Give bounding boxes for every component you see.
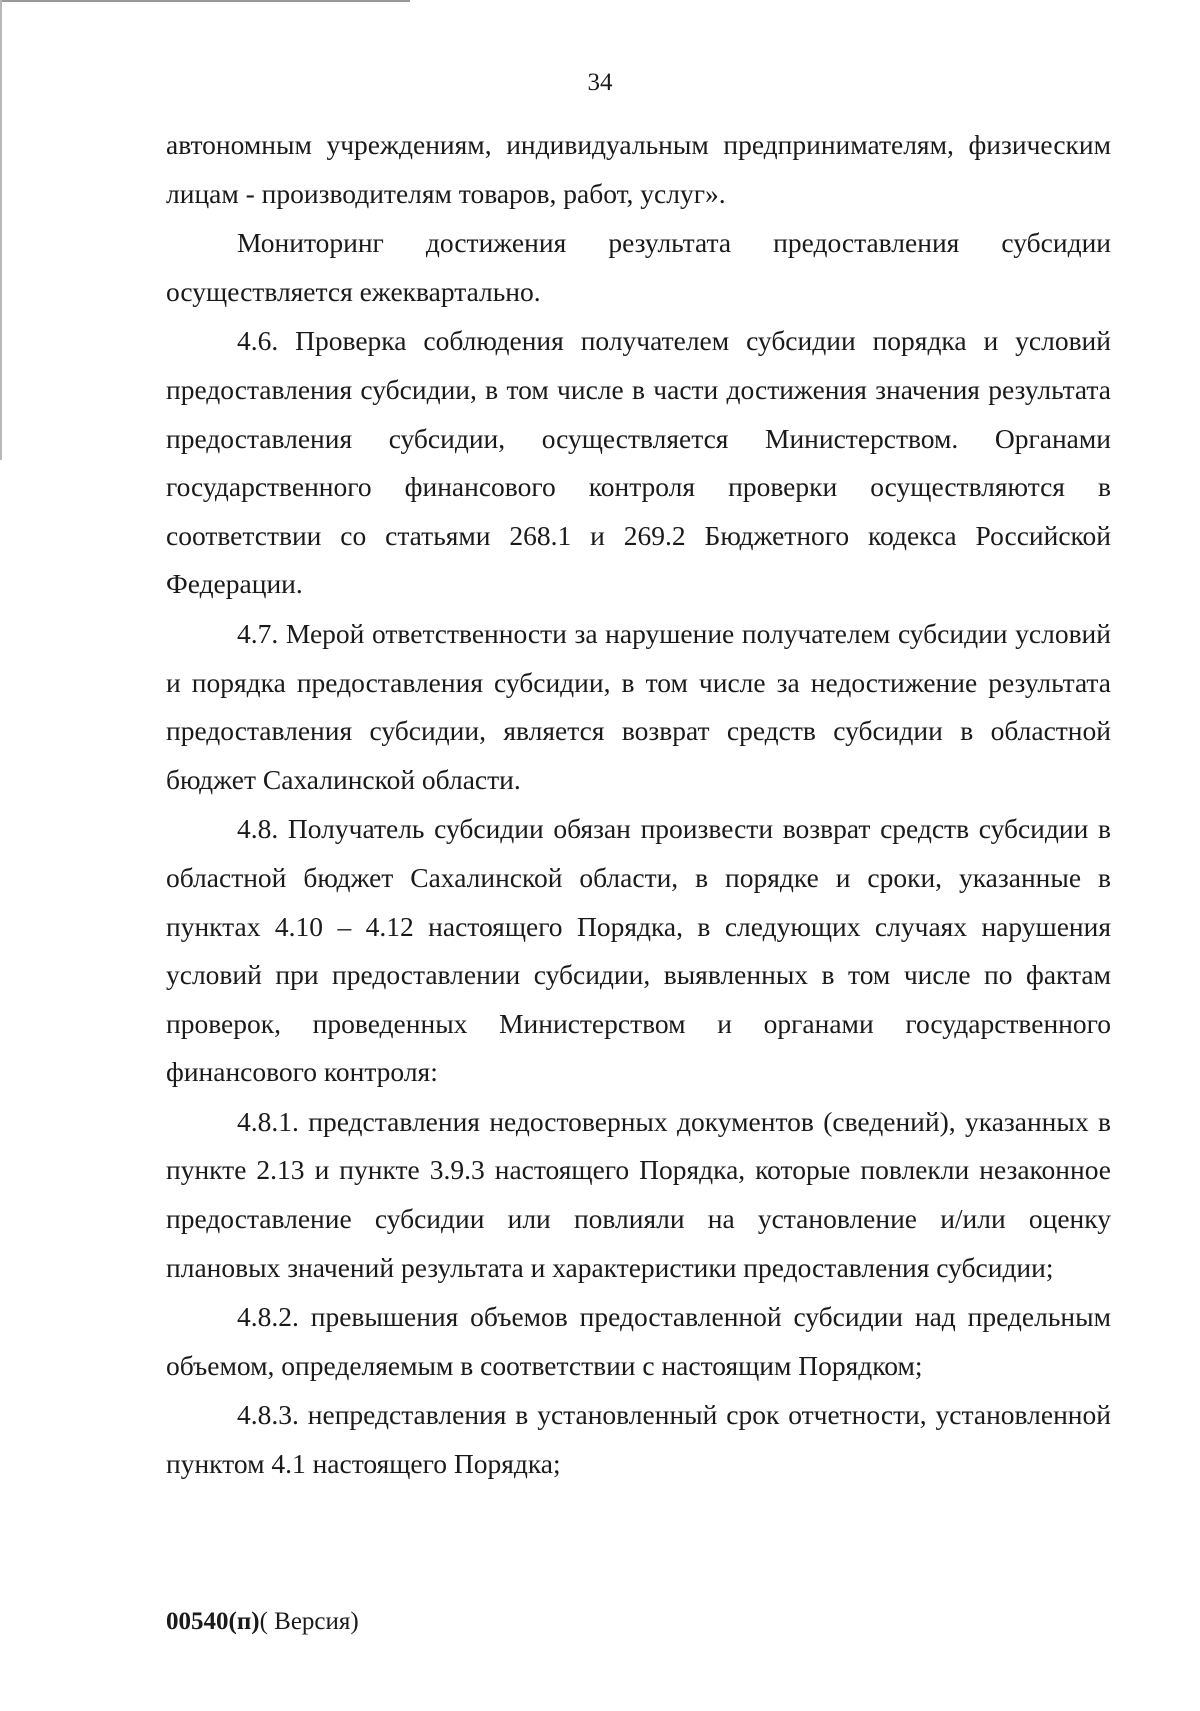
document-body bbox=[166, 121, 1111, 1490]
page-number: 34 bbox=[587, 69, 613, 96]
document-code: 00540(п) bbox=[166, 1608, 260, 1635]
paragraph-monitoring: Мониторинг достижения результата предоставления субсидии осуществляется ежеквартально. bbox=[166, 227, 1111, 307]
paragraph-4-8-2: 4.8.2. превышения объемов предоставленной субсидии над предельным объемом, определяемым в соответствии с настоящим Порядком; bbox=[166, 1301, 1111, 1381]
paragraph-4-7: 4.7. Мерой ответственности за нарушение получателем субсидии условий и порядка предоставления субсидии, в том числе за недостижение результата предоставления субсидии, является возврат средств субсидии в областной бюджет Сахалинской области. bbox=[166, 617, 1111, 795]
paragraph-4-8-3: 4.8.3. непредставления в установленный срок отчетности, установленной пунктом 4.1 настоящего Порядка; bbox=[166, 1399, 1111, 1480]
scan-edge-top bbox=[0, 0, 410, 2]
paragraph-4-8-1: 4.8.1. представления недостоверных документов (сведений), указанных в пункте 2.13 и пункте 3.9.3 настоящего Порядка, которые повлекли незаконное предоставление субсидии или повлияли на установление и/или оценку плановых значений результата и характеристики предоставления субсидии; bbox=[166, 1105, 1111, 1283]
document-footer bbox=[166, 1607, 359, 1637]
paragraph-continuation: автономным учреждениям, индивидуальным предпринимателям, физическим лицам - производителям товаров, работ, услуг». bbox=[166, 129, 1111, 209]
paragraph-4-8: 4.8. Получатель субсидии обязан произвести возврат средств субсидии в областной бюджет Сахалинской области, в порядке и сроки, указанные в пунктах 4.10 – 4.12 настоящего Порядка, в следующих случаях нарушения условий при предоставлении субсидии, выявленных в том числе по фактам проверок, проведенных Министерством и органами государственного финансового контроля: bbox=[166, 813, 1111, 1088]
paragraph-4-6: 4.6. Проверка соблюдения получателем субсидии порядка и условий предоставления субсидии, в том числе в части достижения значения результата предоставления субсидии, осуществляется Министерством. Органами государственного финансового контроля проверки осуществляются в соответствии со статьями 268.1 и 269.2 Бюджетного кодекса Российской Федерации. bbox=[166, 325, 1111, 600]
document-version: ( Версия) bbox=[259, 1608, 359, 1635]
